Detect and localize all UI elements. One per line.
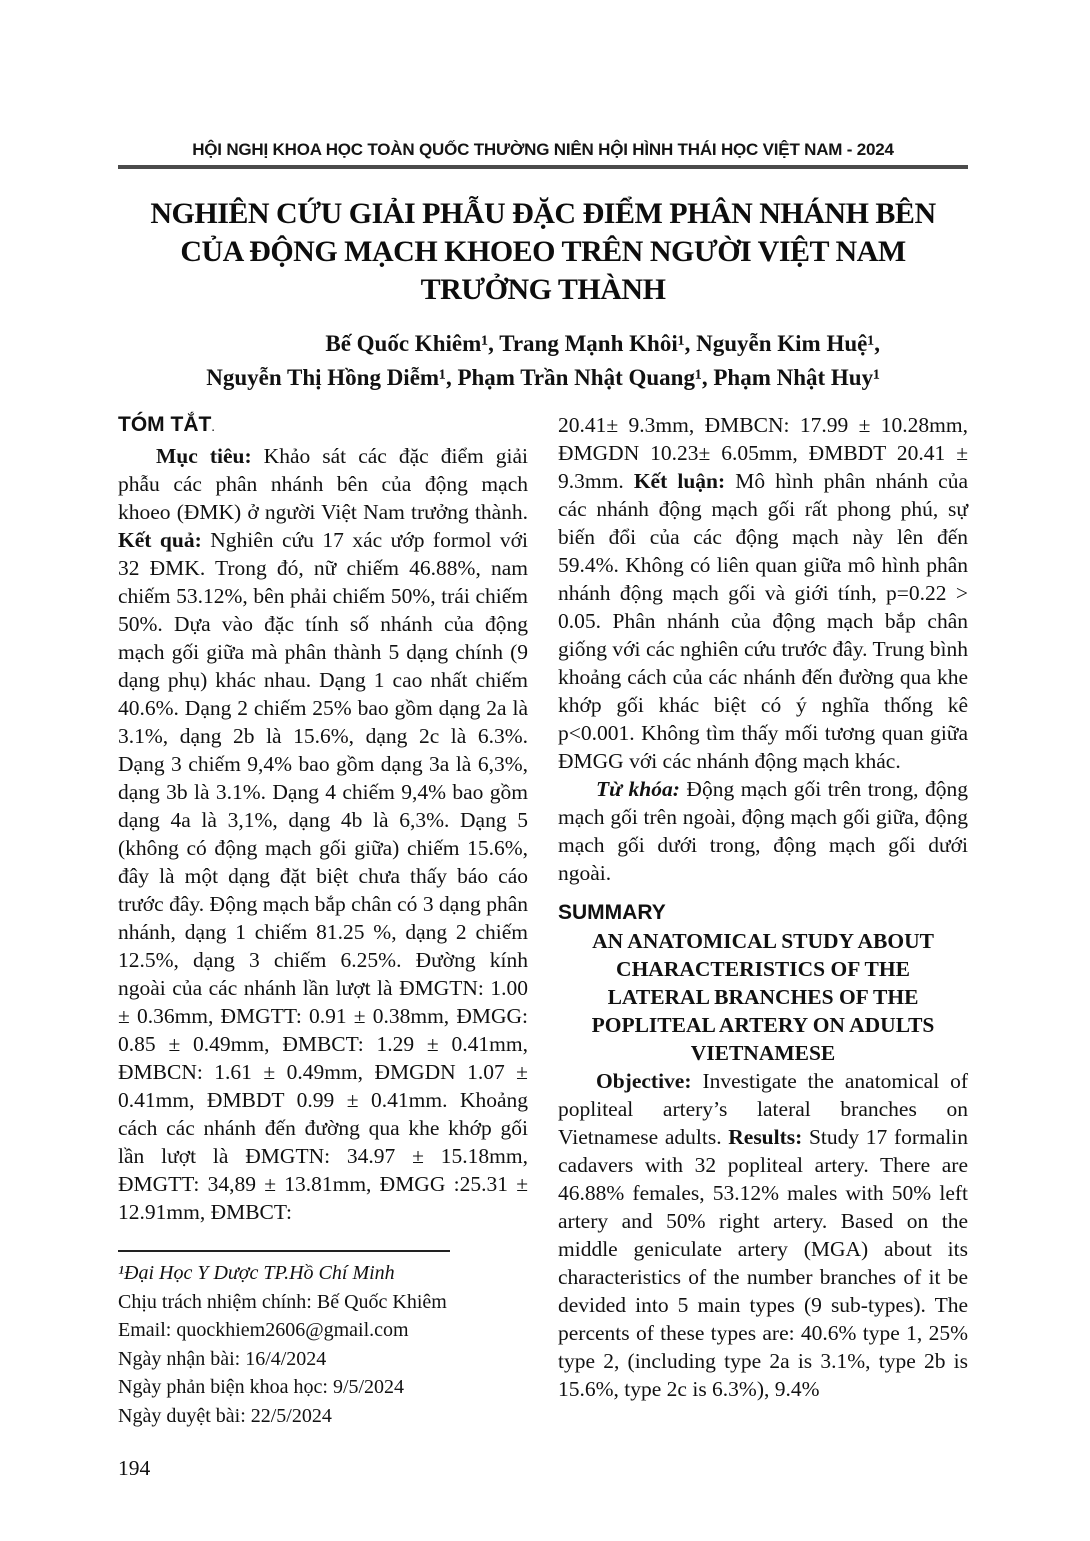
footnote-responsible: Chịu trách nhiệm chính: Bế Quốc Khiêm <box>118 1290 447 1313</box>
footnote-review-date: Ngày phản biện khoa học: 9/5/2024 <box>118 1376 405 1398</box>
objective-text-vi: Khảo sát các đặc điểm giải phẫu các phân nhánh bên của động mạch khoeo (ĐMK) ở người Việt Nam trưởng thành. <box>118 444 528 524</box>
article-title-line-2: CỦA ĐỘNG MẠCH KHOEO TRÊN NGƯỜI VIỆT NAM TRƯỞNG THÀNH <box>180 235 906 306</box>
conclusion-text-vi: Mô hình phân nhánh của các nhánh động mạch gối rất phong phú, sự biến đổi của các động mạch này lên đến 59.4%. Không có liên quan giữa mô hình phân nhánh động mạch gối và giới tính, p=0.22 > 0.05. Phân nhánh của động mạch bắp chân giống với các nghiên cứu trước đây. Trung bình khoảng cách của các nhánh đến đường qua khe khớp gối khác biệt có ý nghĩa thống kê p<0.001. Không tìm thấy mối tương quan giữa ĐMGG với các nhánh động mạch khác. <box>558 469 969 773</box>
objective-label-vi: Mục tiêu: <box>156 444 252 468</box>
left-column <box>118 411 528 1481</box>
running-head: HỘI NGHỊ KHOA HỌC TOÀN QUỐC THƯỜNG NIÊN HỘI HÌNH THÁI HỌC VIỆT NAM - 2024 <box>192 140 894 159</box>
header-rule <box>118 165 968 169</box>
results-label-vi: Kết quả: <box>118 528 202 552</box>
article-title-line-1: NGHIÊN CỨU GIẢI PHẪU ĐẶC ĐIỂM PHÂN NHÁNH BÊN <box>150 197 936 230</box>
abstract-heading <box>118 411 528 442</box>
results-text-vi: Nghiên cứu 17 xác ướp formol với 32 ĐMK. Trong đó, nữ chiếm 46.88%, nam chiếm 53.12%, bên phải chiếm 50%, trái chiếm 50%. Dựa vào đặc tính số nhánh của động mạch gối giữa mà phân thành 5 dạng chính (9 dạng phụ) khác nhau. Dạng 1 cao nhất chiếm 40.6%. Dạng 2 chiếm 25% bao gồm dạng 2a là 3.1%, dạng 2b là 15.6%, dạng 2c là 6.3%. Dạng 3 chiếm 9,4% bao gồm dạng 3a là 6,3%, dạng 3b là 3.1%. Dạng 4 chiếm 9,4% bao gồm dạng 4a là 3,1%, dạng 4b là 6,3%. Dạng 5 (không có động mạch gối giữa) chiếm 15.6%, đây là một dạng đặt biệt chưa thấy báo cáo trước đây. Động mạch bắp chân có 3 dạng phân nhánh, dạng 1 chiếm 81.25 %, dạng 2 chiếm 12.5%, dạng 3 chiếm 6.25%. Đường kính ngoài của các nhánh lần lượt là ĐMGTN: 1.00 ± 0.36mm, ĐMGTT: 0.91 ± 0.38mm, ĐMGG: 0.85 ± 0.49mm, ĐMBCT: 1.29 ± 0.41mm, ĐMBCN: 1.61 ± 0.49mm, ĐMGDN 1.07 ± 0.41mm, ĐMBDT 0.99 ± 0.41mm. Khoảng cách các nhánh đến đường qua khe khớp gối lần lượt là ĐMGTN: 34.97 ± 15.18mm, ĐMGTT: 34,89 ± 13.81mm, ĐMGG :25.31 ± 12.91mm, ĐMBCT: <box>118 528 529 1224</box>
summary-heading: SUMMARY <box>558 901 666 924</box>
abstract-heading-text: TÓM TẮT <box>118 413 212 436</box>
two-column-body <box>118 411 968 1481</box>
keywords-text-vi: Động mạch gối trên trong, động mạch gối trên ngoài, động mạch gối giữa, động mạch gối dưới trong, động mạch gối dưới ngoài. <box>558 777 968 885</box>
footnote-affiliation: ¹Đại Học Y Dược TP.Hồ Chí Minh <box>118 1262 395 1284</box>
keywords-paragraph <box>558 775 968 887</box>
summary-paragraph <box>558 1067 968 1403</box>
keywords-label-vi: Từ khóa: <box>596 777 680 801</box>
results-label-en: Results: <box>728 1125 803 1149</box>
results-text-en: Study 17 formalin cadavers with 32 popliteal artery. There are 46.88% females, 53.12% males with 50% left artery and 50% right artery. Based on the middle geniculate artery (MGA) about its characteristics of the number branches of it be devided into 5 main types (9 sub-types). The percents of these types are: 40.6% type 1, 25% type 2, (including type 2a is 3.1%, type 2b is 15.6%, type 2c is 6.3%), 9.4% <box>558 1125 968 1401</box>
authors-block <box>118 327 968 395</box>
abstract-continued-text: 20.41± 9.3mm, ĐMBCN: 17.99 ± 10.28mm, ĐMGDN 10.23± 6.05mm, ĐMBDT 20.41 ± 9.3mm. <box>558 413 968 493</box>
objective-label-en: Objective: <box>596 1069 692 1093</box>
objective-text-en: Investigate the anatomical of popliteal artery’s lateral branches on Vietnamese adults. <box>558 1069 968 1149</box>
page-number: 194 <box>118 1456 151 1480</box>
authors-line-2: Nguyễn Thị Hồng Diễm¹, Phạm Trần Nhật Quang¹, Phạm Nhật Huy¹ <box>206 365 880 390</box>
page-content <box>118 140 968 1481</box>
footnote-email: Email: quockhiem2606@gmail.com <box>118 1319 409 1341</box>
conclusion-label-vi: Kết luận: <box>633 469 726 493</box>
footnote-rule <box>118 1250 450 1252</box>
footnote-received-date: Ngày nhận bài: 16/4/2024 <box>118 1347 327 1370</box>
footnote-block <box>118 1250 528 1430</box>
article-title <box>118 195 968 309</box>
abstract-paragraph <box>118 442 528 1226</box>
abstract-heading-dot: . <box>211 420 215 435</box>
abstract-continued-paragraph <box>558 411 968 775</box>
footnote-approved-date: Ngày duyệt bài: 22/5/2024 <box>118 1404 332 1427</box>
authors-line-1: Bế Quốc Khiêm¹, Trang Mạnh Khôi¹, Nguyễn Kim Huệ¹, <box>325 331 880 356</box>
right-column <box>558 411 968 1481</box>
summary-title: AN ANATOMICAL STUDY ABOUT CHARACTERISTICS OF THE LATERAL BRANCHES OF THE POPLITEAL ARTERY ON ADULTS VIETNAMESE <box>591 929 935 1065</box>
